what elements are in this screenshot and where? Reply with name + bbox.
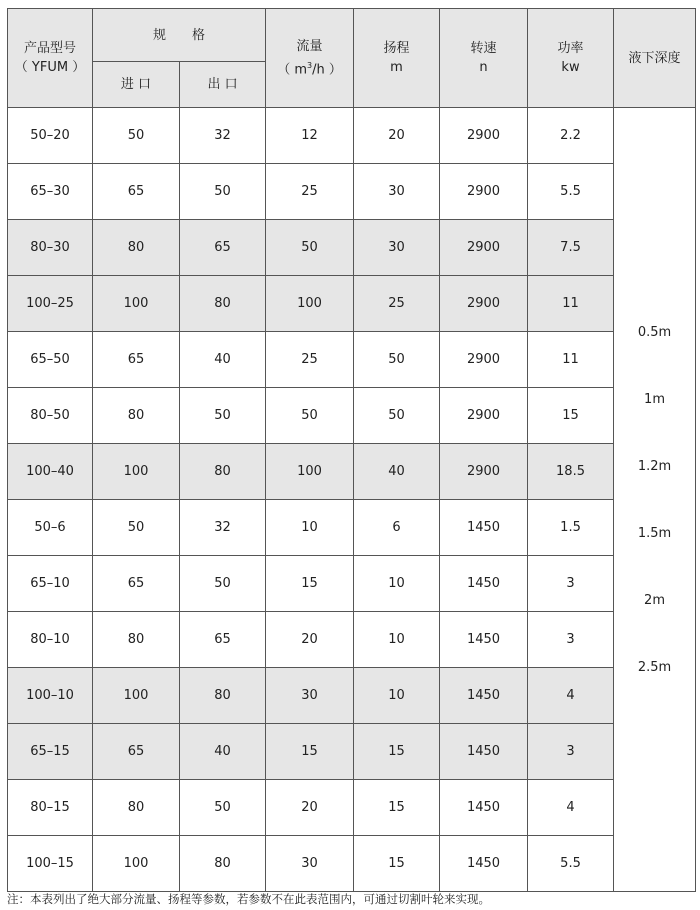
cell-outlet: 32: [180, 500, 266, 556]
cell-inlet: 80: [93, 220, 180, 276]
cell-outlet: 50: [180, 780, 266, 836]
cell-head: 15: [354, 836, 440, 892]
cell-flow: 25: [266, 332, 354, 388]
cell-outlet: 50: [180, 164, 266, 220]
cell-speed: 2900: [440, 332, 528, 388]
cell-head: 40: [354, 444, 440, 500]
cell-model: 65–15: [8, 724, 93, 780]
cell-flow: 100: [266, 444, 354, 500]
cell-model: 50–6: [8, 500, 93, 556]
cell-head: 10: [354, 668, 440, 724]
header-speed-label: 转速: [470, 41, 497, 56]
cell-inlet: 65: [93, 332, 180, 388]
header-power: [528, 9, 614, 108]
cell-power: 1.5: [528, 500, 614, 556]
cell-model: 50–20: [8, 108, 93, 164]
header-model: [8, 9, 93, 108]
cell-outlet: 80: [180, 276, 266, 332]
cell-speed: 1450: [440, 500, 528, 556]
cell-outlet: 80: [180, 668, 266, 724]
cell-power: 2.2: [528, 108, 614, 164]
table-row: [8, 388, 696, 444]
header-head-label: 扬程: [383, 41, 410, 56]
depth-value: 1m: [644, 391, 665, 407]
header-model-code: （ YFUM ）: [14, 60, 86, 75]
cell-flow: 20: [266, 780, 354, 836]
cell-power: 3: [528, 612, 614, 668]
cell-inlet: 65: [93, 556, 180, 612]
cell-outlet: 80: [180, 836, 266, 892]
table-row: [8, 164, 696, 220]
depth-value: 2m: [644, 592, 665, 608]
flow-unit-sup: 3: [306, 60, 313, 70]
table-row: [8, 556, 696, 612]
cell-inlet: 50: [93, 500, 180, 556]
cell-flow: 12: [266, 108, 354, 164]
cell-power: 7.5: [528, 220, 614, 276]
cell-model: 100–10: [8, 668, 93, 724]
cell-head: 30: [354, 164, 440, 220]
cell-model: 100–15: [8, 836, 93, 892]
cell-power: 3: [528, 556, 614, 612]
pump-spec-table: [7, 8, 696, 892]
cell-flow: 30: [266, 836, 354, 892]
header-power-label: 功率: [557, 41, 584, 56]
cell-model: 80–10: [8, 612, 93, 668]
header-speed: [440, 9, 528, 108]
cell-inlet: 100: [93, 668, 180, 724]
cell-flow: 15: [266, 556, 354, 612]
cell-inlet: 80: [93, 780, 180, 836]
header-flow: [266, 9, 354, 108]
cell-inlet: 100: [93, 836, 180, 892]
spec-table-body: [8, 108, 696, 892]
cell-power: 11: [528, 332, 614, 388]
cell-speed: 1450: [440, 556, 528, 612]
cell-model: 65–10: [8, 556, 93, 612]
cell-speed: 1450: [440, 612, 528, 668]
cell-model: 65–50: [8, 332, 93, 388]
spec-table-wrapper: [7, 8, 696, 892]
cell-flow: 50: [266, 388, 354, 444]
cell-head: 50: [354, 388, 440, 444]
cell-power: 15: [528, 388, 614, 444]
header-spec-label: 规格: [153, 27, 232, 43]
header-speed-unit: n: [479, 60, 488, 75]
cell-head: 15: [354, 724, 440, 780]
cell-speed: 1450: [440, 780, 528, 836]
header-flow-label: 流量: [296, 38, 323, 54]
table-row: [8, 276, 696, 332]
cell-flow: 10: [266, 500, 354, 556]
cell-speed: 2900: [440, 388, 528, 444]
flow-unit-part: （ m: [277, 62, 307, 78]
flow-unit-part2: /h ）: [312, 62, 342, 78]
cell-inlet: 50: [93, 108, 180, 164]
cell-inlet: 65: [93, 724, 180, 780]
cell-outlet: 32: [180, 108, 266, 164]
cell-head: 10: [354, 556, 440, 612]
cell-outlet: 40: [180, 332, 266, 388]
cell-flow: 20: [266, 612, 354, 668]
depth-value: 1.2m: [637, 458, 672, 474]
cell-inlet: 80: [93, 388, 180, 444]
header-head-unit: m: [390, 60, 403, 75]
table-row: [8, 780, 696, 836]
cell-outlet: 65: [180, 612, 266, 668]
cell-flow: 15: [266, 724, 354, 780]
cell-head: 50: [354, 332, 440, 388]
cell-model: 100–40: [8, 444, 93, 500]
header-head: [354, 9, 440, 108]
cell-model: 80–50: [8, 388, 93, 444]
cell-power: 4: [528, 780, 614, 836]
table-row: [8, 500, 696, 556]
cell-speed: 2900: [440, 108, 528, 164]
depth-value: 0.5m: [637, 324, 672, 340]
cell-head: 6: [354, 500, 440, 556]
cell-flow: 25: [266, 164, 354, 220]
cell-speed: 2900: [440, 220, 528, 276]
cell-head: 15: [354, 780, 440, 836]
table-row: [8, 108, 696, 164]
cell-inlet: 100: [93, 444, 180, 500]
table-row: [8, 612, 696, 668]
cell-power: 11: [528, 276, 614, 332]
header-power-unit: kw: [561, 60, 580, 75]
cell-outlet: 65: [180, 220, 266, 276]
table-row: [8, 836, 696, 892]
header-model-label: 产品型号: [23, 41, 76, 56]
depth-value: 2.5m: [637, 659, 672, 675]
table-row: [8, 332, 696, 388]
cell-model: 65–30: [8, 164, 93, 220]
header-spec: [93, 9, 266, 62]
cell-model: 80–30: [8, 220, 93, 276]
cell-head: 30: [354, 220, 440, 276]
cell-inlet: 80: [93, 612, 180, 668]
cell-power: 3: [528, 724, 614, 780]
cell-model: 80–15: [8, 780, 93, 836]
cell-speed: 2900: [440, 444, 528, 500]
cell-head: 10: [354, 612, 440, 668]
cell-outlet: 80: [180, 444, 266, 500]
cell-power: 5.5: [528, 836, 614, 892]
cell-flow: 50: [266, 220, 354, 276]
depth-column: [614, 108, 696, 892]
cell-model: 100–25: [8, 276, 93, 332]
header-inlet: 进 口: [93, 62, 180, 108]
header-flow-unit: [266, 56, 353, 79]
table-row: [8, 220, 696, 276]
cell-speed: 1450: [440, 836, 528, 892]
cell-inlet: 65: [93, 164, 180, 220]
cell-head: 25: [354, 276, 440, 332]
cell-outlet: 50: [180, 388, 266, 444]
cell-speed: 2900: [440, 276, 528, 332]
depth-list: [614, 299, 695, 701]
cell-power: 18.5: [528, 444, 614, 500]
cell-speed: 1450: [440, 668, 528, 724]
cell-flow: 30: [266, 668, 354, 724]
cell-outlet: 40: [180, 724, 266, 780]
cell-speed: 2900: [440, 164, 528, 220]
cell-speed: 1450: [440, 724, 528, 780]
cell-head: 20: [354, 108, 440, 164]
table-row: [8, 444, 696, 500]
depth-value: 1.5m: [637, 525, 672, 541]
cell-power: 4: [528, 668, 614, 724]
cell-power: 5.5: [528, 164, 614, 220]
footnote: 注：本表列出了绝大部分流量、扬程等参数，若参数不在此表范围内，可通过切割叶轮来实现。: [7, 892, 490, 906]
header-depth: 液下深度: [614, 9, 696, 108]
cell-outlet: 50: [180, 556, 266, 612]
cell-inlet: 100: [93, 276, 180, 332]
header-outlet: 出 口: [180, 62, 266, 108]
table-row: [8, 724, 696, 780]
cell-flow: 100: [266, 276, 354, 332]
table-row: [8, 668, 696, 724]
